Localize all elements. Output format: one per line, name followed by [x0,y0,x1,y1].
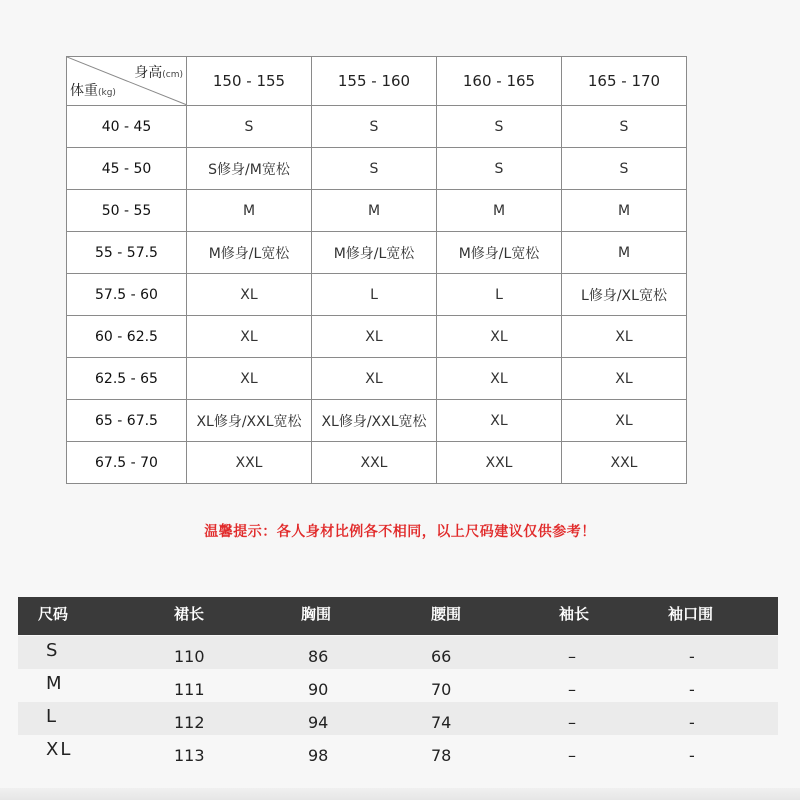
recommended-size-cell: S [562,106,687,148]
weight-row [67,232,687,274]
size-recommendation-table [66,56,687,484]
size-cell: L [46,706,59,727]
recommended-size-cell: M [187,190,312,232]
recommended-size-cell: XL [187,274,312,316]
recommended-size-cell: S修身/M宽松 [187,148,312,190]
skirt-length-cell: 112 [174,713,205,732]
height-label: 身高 [134,65,163,81]
recommended-size-cell: XL [562,316,687,358]
waist-cell: 78 [431,746,452,765]
size-advice-notice: 温馨提示：各人身材比例各不相同，以上尺码建议仅供参考！ [204,524,596,540]
recommended-size-cell: M修身/L宽松 [187,232,312,274]
cuff-cell: - [689,647,695,666]
header-bust: 胸围 [301,605,332,623]
header-cuff: 袖口围 [668,605,714,623]
weight-row [67,400,687,442]
bust-cell: 94 [308,713,329,732]
recommended-size-cell: M [312,190,437,232]
recommended-size-cell: XXL [187,442,312,484]
recommended-size-cell: S [312,106,437,148]
header-skirt-length: 裙长 [174,605,205,623]
recommended-size-cell: M修身/L宽松 [312,232,437,274]
header-waist: 腰围 [431,605,462,623]
sleeve-length-cell: – [568,746,576,765]
measurement-row [18,735,778,768]
height-range-header: 150 - 155 [187,57,312,106]
weight-row [67,316,687,358]
waist-cell: 70 [431,680,452,699]
weight-unit: (kg) [98,88,116,98]
sleeve-length-cell: – [568,647,576,666]
weight-range-cell: 67.5 - 70 [67,442,187,484]
recommended-size-cell: XL [562,400,687,442]
recommended-size-cell: XXL [312,442,437,484]
measurement-row [18,669,778,702]
recommended-size-cell: XL修身/XXL宽松 [187,400,312,442]
recommended-size-cell: L修身/XL宽松 [562,274,687,316]
size-cell: S [46,640,60,661]
weight-row [67,148,687,190]
weight-range-cell: 45 - 50 [67,148,187,190]
measurement-header-row [18,597,778,635]
height-axis-label [134,62,183,82]
recommended-size-cell: XL [312,358,437,400]
height-range-header: 165 - 170 [562,57,687,106]
height-unit: (cm) [162,70,183,80]
weight-row [67,106,687,148]
height-range-header: 155 - 160 [312,57,437,106]
sleeve-length-cell: – [568,680,576,699]
recommended-size-cell: M修身/L宽松 [437,232,562,274]
cuff-cell: - [689,713,695,732]
recommended-size-cell: S [437,106,562,148]
weight-range-cell: 50 - 55 [67,190,187,232]
weight-row [67,190,687,232]
recommended-size-cell: XL [187,358,312,400]
cuff-cell: - [689,746,695,765]
bust-cell: 98 [308,746,329,765]
weight-range-cell: 60 - 62.5 [67,316,187,358]
skirt-length-cell: 111 [174,680,205,699]
weight-row [67,358,687,400]
weight-range-cell: 65 - 67.5 [67,400,187,442]
recommended-size-cell: S [437,148,562,190]
weight-axis-label [70,80,116,100]
measurement-row [18,636,778,669]
bust-cell: 90 [308,680,329,699]
weight-range-cell: 62.5 - 65 [67,358,187,400]
height-range-header: 160 - 165 [437,57,562,106]
size-cell: M [46,673,64,694]
recommended-size-cell: XXL [562,442,687,484]
waist-cell: 66 [431,647,452,666]
recommended-size-cell: M [562,190,687,232]
waist-cell: 74 [431,713,452,732]
weight-range-cell: 57.5 - 60 [67,274,187,316]
weight-row [67,274,687,316]
recommended-size-cell: L [437,274,562,316]
bust-cell: 86 [308,647,329,666]
recommended-size-cell: M [437,190,562,232]
weight-row [67,442,687,484]
recommended-size-cell: XL修身/XXL宽松 [312,400,437,442]
header-size: 尺码 [38,605,69,623]
cuff-cell: - [689,680,695,699]
recommended-size-cell: XL [437,400,562,442]
recommended-size-cell: M [562,232,687,274]
recommended-size-cell: XL [437,358,562,400]
recommended-size-cell: L [312,274,437,316]
skirt-length-cell: 110 [174,647,205,666]
recommended-size-cell: XL [312,316,437,358]
page-bottom-edge [0,788,800,800]
skirt-length-cell: 113 [174,746,205,765]
recommended-size-cell: XL [187,316,312,358]
recommended-size-cell: XL [437,316,562,358]
height-header-row [67,57,687,106]
corner-header-cell [67,57,187,106]
sleeve-length-cell: – [568,713,576,732]
recommended-size-cell: XXL [437,442,562,484]
recommended-size-cell: S [312,148,437,190]
header-sleeve-length: 袖长 [559,605,590,623]
recommended-size-cell: XL [562,358,687,400]
size-cell: XL [46,739,73,760]
weight-range-cell: 40 - 45 [67,106,187,148]
weight-label: 体重 [70,83,98,99]
recommended-size-cell: S [562,148,687,190]
recommended-size-cell: S [187,106,312,148]
weight-range-cell: 55 - 57.5 [67,232,187,274]
measurement-row [18,702,778,735]
